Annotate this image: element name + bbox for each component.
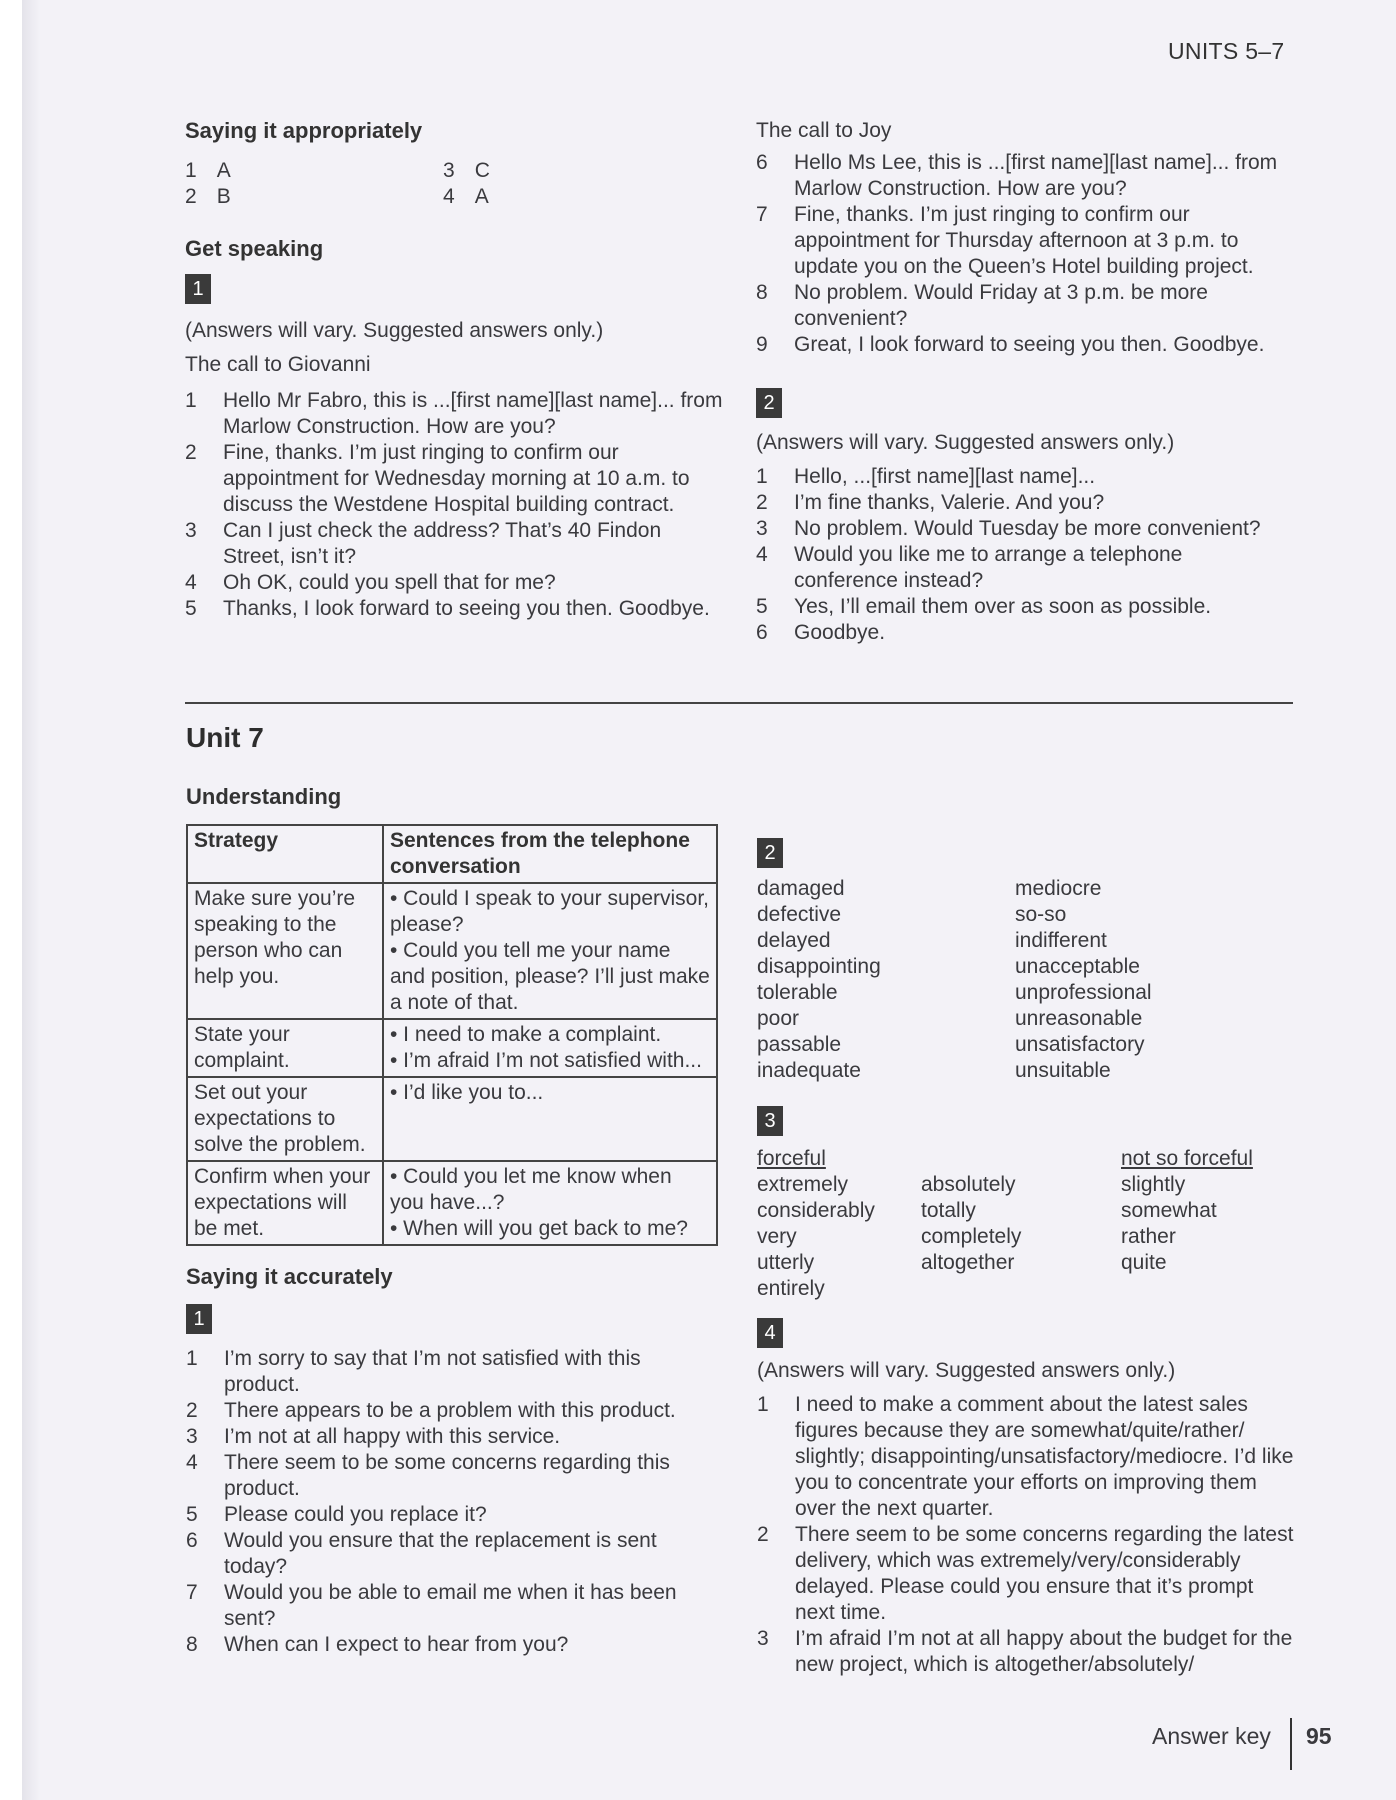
- answers-vary-note: (Answers will vary. Suggested answers only.): [756, 431, 1175, 454]
- list-item: 3 Can I just check the address? That’s 40 Findon Street, isn’t it?: [185, 519, 662, 568]
- table-header-sentences: Sentences from the telephone conversation: [383, 825, 717, 883]
- exercise-number-badge: 1: [185, 274, 211, 304]
- get-speaking-heading: Get speaking: [185, 236, 324, 261]
- word: entirely: [757, 1277, 825, 1300]
- unit7-right-column: [757, 838, 1297, 1678]
- saying-accurately-heading: Saying it accurately: [186, 1264, 393, 1289]
- word: unacceptable: [1015, 955, 1140, 978]
- running-head: UNITS 5–7: [1168, 38, 1285, 64]
- adverbs-col-3: [1121, 1146, 1253, 1276]
- sentences-cell: • I’d like you to...: [383, 1077, 717, 1161]
- sentences-cell: • I need to make a complaint. • I’m afraid I’m not satisfied with...: [383, 1019, 717, 1077]
- appropriately-item: 2 B: [185, 185, 231, 208]
- list-item: 5 Please could you replace it?: [186, 1503, 487, 1526]
- word: unsuitable: [1015, 1059, 1111, 1082]
- appropriately-item: 3 C: [443, 159, 490, 182]
- footer-answer-key: Answer key: [1152, 1723, 1271, 1749]
- word: passable: [757, 1033, 842, 1056]
- word: quite: [1121, 1251, 1167, 1274]
- word: inadequate: [757, 1059, 861, 1082]
- list-item: 2 There seem to be some concerns regarding the latest delivery, which was extremely/very/considerably delayed. Please could you ensure that it’s prompt next time.: [757, 1523, 1294, 1624]
- table-row: [187, 883, 717, 1019]
- word: unsatisfactory: [1015, 1033, 1145, 1056]
- exercise-number-badge: 1: [186, 1304, 212, 1334]
- word: indifferent: [1015, 929, 1107, 952]
- word: mediocre: [1015, 877, 1102, 900]
- list-item: 1 Hello Mr Fabro, this is ...[first name][last name]... from Marlow Construction. How are you?: [185, 389, 723, 438]
- ex4-list: [757, 1392, 1297, 1678]
- word: tolerable: [757, 981, 838, 1004]
- page-gutter-shadow: [22, 0, 40, 1800]
- adverbs-lists: [757, 1146, 1297, 1306]
- list-item: 2 Fine, thanks. I’m just ringing to confirm our appointment for Wednesday morning at 10 a.m. to discuss the Westdene Hospital building contract.: [185, 441, 690, 516]
- call-to-joy-title: The call to Joy: [756, 119, 892, 142]
- table-row: [187, 1077, 717, 1161]
- list-item: 9 Great, I look forward to seeing you then. Goodbye.: [756, 333, 1265, 356]
- not-so-forceful-label: not so forceful: [1121, 1147, 1253, 1170]
- exercise-number-badge: 3: [757, 1106, 783, 1136]
- word: slightly: [1121, 1173, 1186, 1196]
- list-item: 2 I’m fine thanks, Valerie. And you?: [756, 491, 1105, 514]
- call-to-giovanni-list: [185, 388, 725, 622]
- word: unreasonable: [1015, 1007, 1143, 1030]
- section-divider: [185, 702, 1293, 704]
- answers-vary-note: (Answers will vary. Suggested answers only.): [757, 1359, 1176, 1382]
- list-item: 3 I’m not at all happy with this service.: [186, 1425, 561, 1448]
- sentences-cell: • Could I speak to your supervisor, please? • Could you tell me your name and position, please? I’ll just make a note of that.: [383, 883, 717, 1019]
- call-to-joy-list: [756, 150, 1291, 358]
- word: unprofessional: [1015, 981, 1152, 1004]
- list-item: 2 There appears to be a problem with this product.: [186, 1399, 676, 1422]
- word: damaged: [757, 877, 845, 900]
- list-item: 4 Oh OK, could you spell that for me?: [185, 571, 556, 594]
- appropriately-item: 4 A: [443, 185, 489, 208]
- list-item: 3 No problem. Would Tuesday be more convenient?: [756, 517, 1261, 540]
- word: completely: [921, 1225, 1022, 1248]
- sentences-cell: • Could you let me know when you have...? • When will you get back to me?: [383, 1161, 717, 1245]
- call-to-giovanni-title: The call to Giovanni: [185, 353, 371, 376]
- page-number: 95: [1306, 1723, 1332, 1749]
- list-item: 6 Would you ensure that the replacement is sent today?: [186, 1529, 657, 1578]
- list-item: 5 Yes, I’ll email them over as soon as possible.: [756, 595, 1212, 618]
- list-item: 7 Fine, thanks. I’m just ringing to confirm our appointment for Thursday afternoon at 3 p.m. to update you on the Queen’s Hotel building project.: [756, 203, 1254, 278]
- word: defective: [757, 903, 842, 926]
- word: totally: [921, 1199, 976, 1222]
- adjectives-lists: [757, 876, 1297, 1088]
- list-item: 8 When can I expect to hear from you?: [186, 1633, 569, 1656]
- understanding-heading: Understanding: [186, 784, 342, 809]
- unit7-left-column: [186, 722, 726, 1658]
- table-row: [187, 1161, 717, 1245]
- table-row: [187, 1019, 717, 1077]
- word: so-so: [1015, 903, 1067, 926]
- forceful-label: forceful: [757, 1147, 826, 1170]
- list-item: 1 Hello, ...[first name][last name]...: [756, 465, 1096, 488]
- word: utterly: [757, 1251, 815, 1274]
- list-item: 5 Thanks, I look forward to seeing you then. Goodbye.: [185, 597, 710, 620]
- strategy-table: [186, 824, 718, 1246]
- strategy-cell: Set out your expectations to solve the problem.: [187, 1077, 383, 1161]
- adjectives-col-1: [757, 876, 881, 1084]
- list-item: 3 I’m afraid I’m not at all happy about the budget for the new project, which is altogether/absolutely/: [757, 1627, 1293, 1676]
- list-item: 6 Goodbye.: [756, 621, 886, 644]
- word: extremely: [757, 1173, 849, 1196]
- list-item: 1 I need to make a comment about the latest sales figures because they are somewhat/quite/rather/ slightly; disappointing/unsatisfactory/mediocre. I’d like you to concentrate your efforts on improving them over the next quarter.: [757, 1393, 1294, 1520]
- exercise-number-badge: 4: [757, 1318, 783, 1348]
- list-item: 4 There seem to be some concerns regarding this product.: [186, 1451, 670, 1500]
- strategy-cell: Make sure you’re speaking to the person who can help you.: [187, 883, 383, 1019]
- get-speaking-ex2-list: [756, 464, 1291, 646]
- list-item: 6 Hello Ms Lee, this is ...[first name][last name]... from Marlow Construction. How are you?: [756, 151, 1278, 200]
- strategy-cell: State your complaint.: [187, 1019, 383, 1077]
- word: altogether: [921, 1251, 1015, 1274]
- saying-appropriately-heading: Saying it appropriately: [185, 118, 423, 143]
- word: absolutely: [921, 1173, 1016, 1196]
- appropriately-item: 1 A: [185, 159, 231, 182]
- exercise-number-badge: 2: [757, 838, 783, 868]
- left-column-top: [185, 118, 725, 622]
- adverbs-col-2: [921, 1172, 1021, 1276]
- list-item: 1 I’m sorry to say that I’m not satisfied with this product.: [186, 1347, 641, 1396]
- footer-divider: [1290, 1718, 1292, 1770]
- word: very: [757, 1225, 797, 1248]
- table-header-row: [187, 825, 717, 883]
- appropriately-answers: [185, 158, 725, 214]
- word: somewhat: [1121, 1199, 1217, 1222]
- word: poor: [757, 1007, 800, 1030]
- list-item: 7 Would you be able to email me when it has been sent?: [186, 1581, 677, 1630]
- word: delayed: [757, 929, 831, 952]
- word: disappointing: [757, 955, 881, 978]
- list-item: 8 No problem. Would Friday at 3 p.m. be more convenient?: [756, 281, 1208, 330]
- list-item: 4 Would you like me to arrange a telephone conference instead?: [756, 543, 1183, 592]
- page-edge: [0, 0, 22, 1800]
- answers-vary-note: (Answers will vary. Suggested answers only.): [185, 319, 604, 342]
- table-header-strategy: Strategy: [187, 825, 383, 883]
- word: rather: [1121, 1225, 1176, 1248]
- adjectives-col-2: [1015, 876, 1152, 1084]
- right-column-top: [756, 118, 1291, 646]
- adverbs-col-1: [757, 1146, 875, 1302]
- saying-accurately-list: [186, 1346, 706, 1658]
- exercise-number-badge: 2: [756, 388, 782, 418]
- word: considerably: [757, 1199, 875, 1222]
- strategy-cell: Confirm when your expectations will be met.: [187, 1161, 383, 1245]
- unit-title: Unit 7: [186, 722, 264, 753]
